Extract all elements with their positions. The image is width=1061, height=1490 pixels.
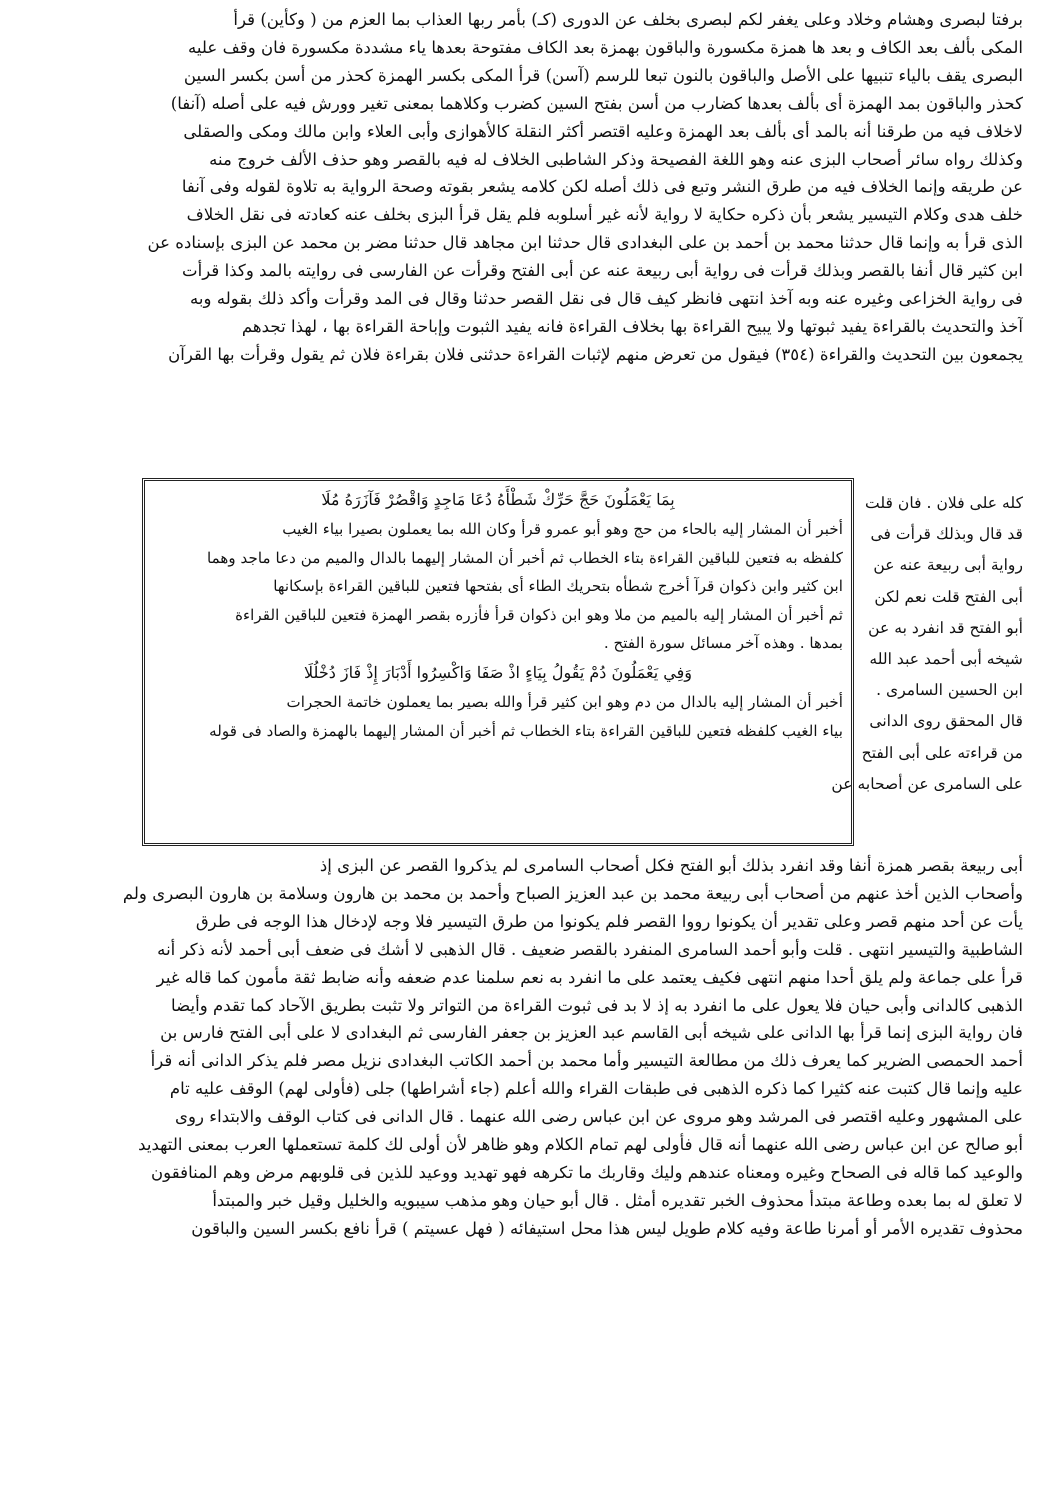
text-line: وكذلك رواه سائر أصحاب البزى عنه وهو اللغة الفصيحة وذكر الشاطبى الخلاف له فيه بالقصر وهو حذف الألف خروج منه	[209, 149, 1023, 169]
text-line: لاخلاف فيه من طرقنا أنه بالمد أى بألف بعد الهمزة وعليه اقتصر أكثر النقلة كالأهوازى وأبى العلاء وابن مالك ومكى والصقلى	[183, 121, 1023, 141]
side-text-line: على السامرى عن أصحابه عن	[831, 774, 1023, 793]
text-line: والوعيد كما قاله فى الصحاح وغيره ومعناه عندهم وليك وقاربك ما تكرهه فهو تهديد ووعيد للذين فى قلوبهم مرض وهم المنافقون	[151, 1162, 1023, 1182]
side-text-line: قال المحقق روى الدانى	[869, 712, 1023, 731]
text-line: برفتا لبصرى وهشام وخلاد وعلى يغفر لكم لبصرى بخلف عن الدورى (كـ) بأمر ربها العذاب بما العزم من ( وكأين) قرأ	[233, 10, 1023, 29]
text-line: آخذ والتحديث بالقراءة يفيد ثبوتها ولا يبيح القراءة بها بخلاف القراءة فانه يفيد الثبوت وإباحة القراءة بها ، لهذا تجدهم	[241, 316, 1023, 336]
side-text-line: أبى الفتح قلت نعم لكن	[874, 587, 1023, 606]
side-text-line: ابن الحسين السامرى .	[876, 681, 1023, 700]
text-line: الشاطبية والتيسير انتهى . قلت وأبو أحمد السامرى المنفرد بالقصر ضعيف . قال الذهبى لا أشك فى ضعف أبى أحمد لأنه ذكر أنه	[157, 939, 1023, 959]
text-line: عن طريقه وإنما الخلاف فيه من طرق النشر وتبع فى ذلك أصله لكن كلامه يشعر بقوته وصحة الرواية به تلاوة لقوله وفى آنفا	[181, 177, 1023, 197]
poem-verse: وَفِي يَعْمَلُونَ دُمْ يَقُولُ بِيَاءٍ اذْ صَفَا وَاكْسِرُوا أَدْبَارَ إِذْ فَازَ دُخْلُلَا	[303, 662, 693, 682]
commentary-line: بمدها . وهذه آخر مسائل سورة الفتح .	[603, 634, 843, 653]
text-line: عليه وإنما قال كتبت عنه كثيرا كما ذكره الذهبى فى طبقات القراء والله أعلم (جاء أشراطها) جلى (فأولى لهم) الوقف عليه تام	[169, 1079, 1023, 1099]
poem-verse: بِمَا يَعْمَلُونَ حَجَّ حَرِّكْ شَطْأَهُ دُعَا مَاجِدٍ وَاقْصُرْ فَآزَرَهُ مُلَا	[321, 490, 675, 509]
text-line: يجمعون بين التحديث والقراءة (٣٥٤) فيقول من تعرض منهم لإثبات القراءة حدثنى فلان بقراءة فلان ثم يقول وقرأت بها القرآن	[168, 344, 1023, 364]
side-text-line: قد قال وبذلك قرأت فى	[870, 525, 1023, 544]
text-line: البصرى يقف بالياء تنبيها على الأصل والباقون بالنون تبعا للرسم (آسن) قرأ المكى بكسر الهمزة كحذر من أسن بكسر السين	[183, 65, 1023, 85]
text-line: كحذر والباقون بمد الهمزة أى بألف بعدها كضارب من أسن بفتح السين كضرب وكلاهما بمعنى تغير وورش فيه على أصله (آنفا)	[170, 93, 1023, 113]
commentary-line: بياء الغيب كلفظه فتعين للباقين القراءة بتاء الخطاب ثم أخبر أن المشار إليهما بالهمزة والصاد فى قوله	[209, 721, 843, 740]
text-line: يأت عن أحد منهم قصر وعلى تقدير أن يكونوا رووا القصر فلم يكونوا من طرق التيسير فلا وجه لإدخال هذا الوجه فى طرق	[195, 911, 1023, 931]
text-line: أحمد الحمصى الضرير كما يعرف ذلك من مطالعة التيسير وأما محمد بن أحمد الكاتب البغدادى نزيل مصر فلم يذكر الدانى أنه قرأ	[150, 1051, 1023, 1071]
side-text-line: رواية أبى ربيعة عنه عن	[873, 556, 1023, 575]
side-text-line: أبو الفتح قد انفرد به عن	[868, 618, 1023, 637]
poem-commentary-box	[142, 478, 854, 846]
top-text-block	[13, 6, 1023, 369]
text-line: ابن كثير قال أنفا بالقصر وبذلك قرأت فى رواية أبى ربيعة عنه عن أبى الفتح وقرأت عن الفارسى فى روايته بالمد وكذا قرأت	[182, 261, 1023, 281]
text-line: فى رواية الخزاعى وغيره عنه وبه آخذ انتهى فانظر كيف قال فى نقل القصر حدثنا وقال فى المد وقرأت وأكد ذلك بقوله وبه	[190, 289, 1023, 309]
text-line: المكى بألف بعد الكاف و بعد ها همزة مكسورة والباقون بهمزة بعد الكاف مفتوحة بعدها ياء مشددة مكسورة فان وقف عليه	[188, 37, 1023, 57]
text-line: وأصحاب الذين أخذ عنهم من أصحاب أبى ربيعة محمد بن عبد العزيز الصباح وأحمد بن محمد بن هارون وسلامة بن هارون البصرى ولم	[122, 883, 1023, 903]
commentary-line: ابن كثير وابن ذكوان قرآ أخرج شطأه بتحريك الطاء أى بفتحها فتعين للباقين القراءة بإسكانها	[273, 577, 843, 596]
commentary-line: أخبر أن المشار إليه بالحاء من حج وهو أبو عمرو قرأ وكان الله بما يعملون بصيرا بياء الغيب	[282, 520, 843, 538]
side-text-line: شيخه أبى أحمد عبد الله	[869, 650, 1023, 669]
text-line: قرأ على جماعة ولم يلق أحدا منهم انتهى فكيف يعتمد على ما انفرد به نعم سلمنا عدم ضعفه وأنه ضابط ثقة مأمون كما قاله غير	[156, 967, 1023, 987]
text-line: لا تعلق له بما بعده وطاعة مبتدأ محذوف الخبر تقديره أمثل . قال أبو حيان وهو مذهب سيبويه والخليل وقيل خبر والمبتدأ	[212, 1190, 1023, 1210]
text-line: فان رواية البزى إنما قرأ بها الدانى على شيخه أبى القاسم عبد العزيز بن جعفر الفارسى ثم البغدادى لا على أبى الفتح فارس بن	[160, 1023, 1023, 1043]
text-line: أبى ربيعة بقصر همزة أنفا وقد انفرد بذلك أبو الفتح فكل أصحاب السامرى لم يذكروا القصر عن البزى إذ	[319, 856, 1023, 875]
text-line: على المشهور وعليه اقتصر فى المرشد وهو مروى عن ابن عباس رضى الله عنهما . قال الدانى فى كتاب الوقف والابتداء روى	[175, 1107, 1023, 1127]
side-text-line: كله على فلان . فان قلت	[865, 494, 1023, 512]
text-line: محذوف تقديره الأمر أو أمرنا طاعة وفيه كلام طويل ليس هذا محل استيفائه ( فهل عسيتم ) قرأ نافع بكسر السين والباقون	[191, 1218, 1023, 1238]
text-line: أبو صالح عن ابن عباس رضى الله عنهما أنه قال فأولى لهم تمام الكلام وهو ظاهر لأن أولى لك كلمة تستعملها العرب بمعنى التهديد	[138, 1135, 1023, 1155]
commentary-line: كلفظه به فتعين للباقين القراءة بتاء الخطاب ثم أخبر أن المشار إليهما بالدال والميم من دعا ماجد وهما	[206, 548, 843, 567]
side-text-line: من قراءته على أبى الفتح	[861, 743, 1023, 762]
text-line: الذهبى كالدانى وأبى حيان فلا يعول على ما انفرد به إذ لا بد فى ثبوت القراءة من التواتر ولا تثبت بطريق الآحاد كما تقدم وأيضا	[171, 995, 1023, 1015]
bottom-text-block	[13, 852, 1023, 1243]
commentary-line: ثم أخبر أن المشار إليه بالميم من ملا وهو ابن ذكوان قرأ فأزره بقصر الهمزة فتعين للباقين القراءة	[235, 605, 843, 624]
commentary-line: أخبر أن المشار إليه بالدال من دم وهو ابن كثير قرأ والله بصير بما يعملون خاتمة الحجرات	[286, 692, 843, 711]
text-line: الذى قرأ به وإنما قال حدثنا محمد بن أحمد بن على البغدادى قال حدثنا ابن مجاهد قال حدثنا مضر بن محمد عن البزى بإسناده عن	[147, 233, 1023, 253]
text-line: خلف هدى وكلام التيسير يشعر بأن ذكره حكاية لا رواية لأنه غير أسلوبه فلم يقل قرأ البزى بخلف عنه كعادته فى نقل الخلاف	[186, 205, 1023, 225]
